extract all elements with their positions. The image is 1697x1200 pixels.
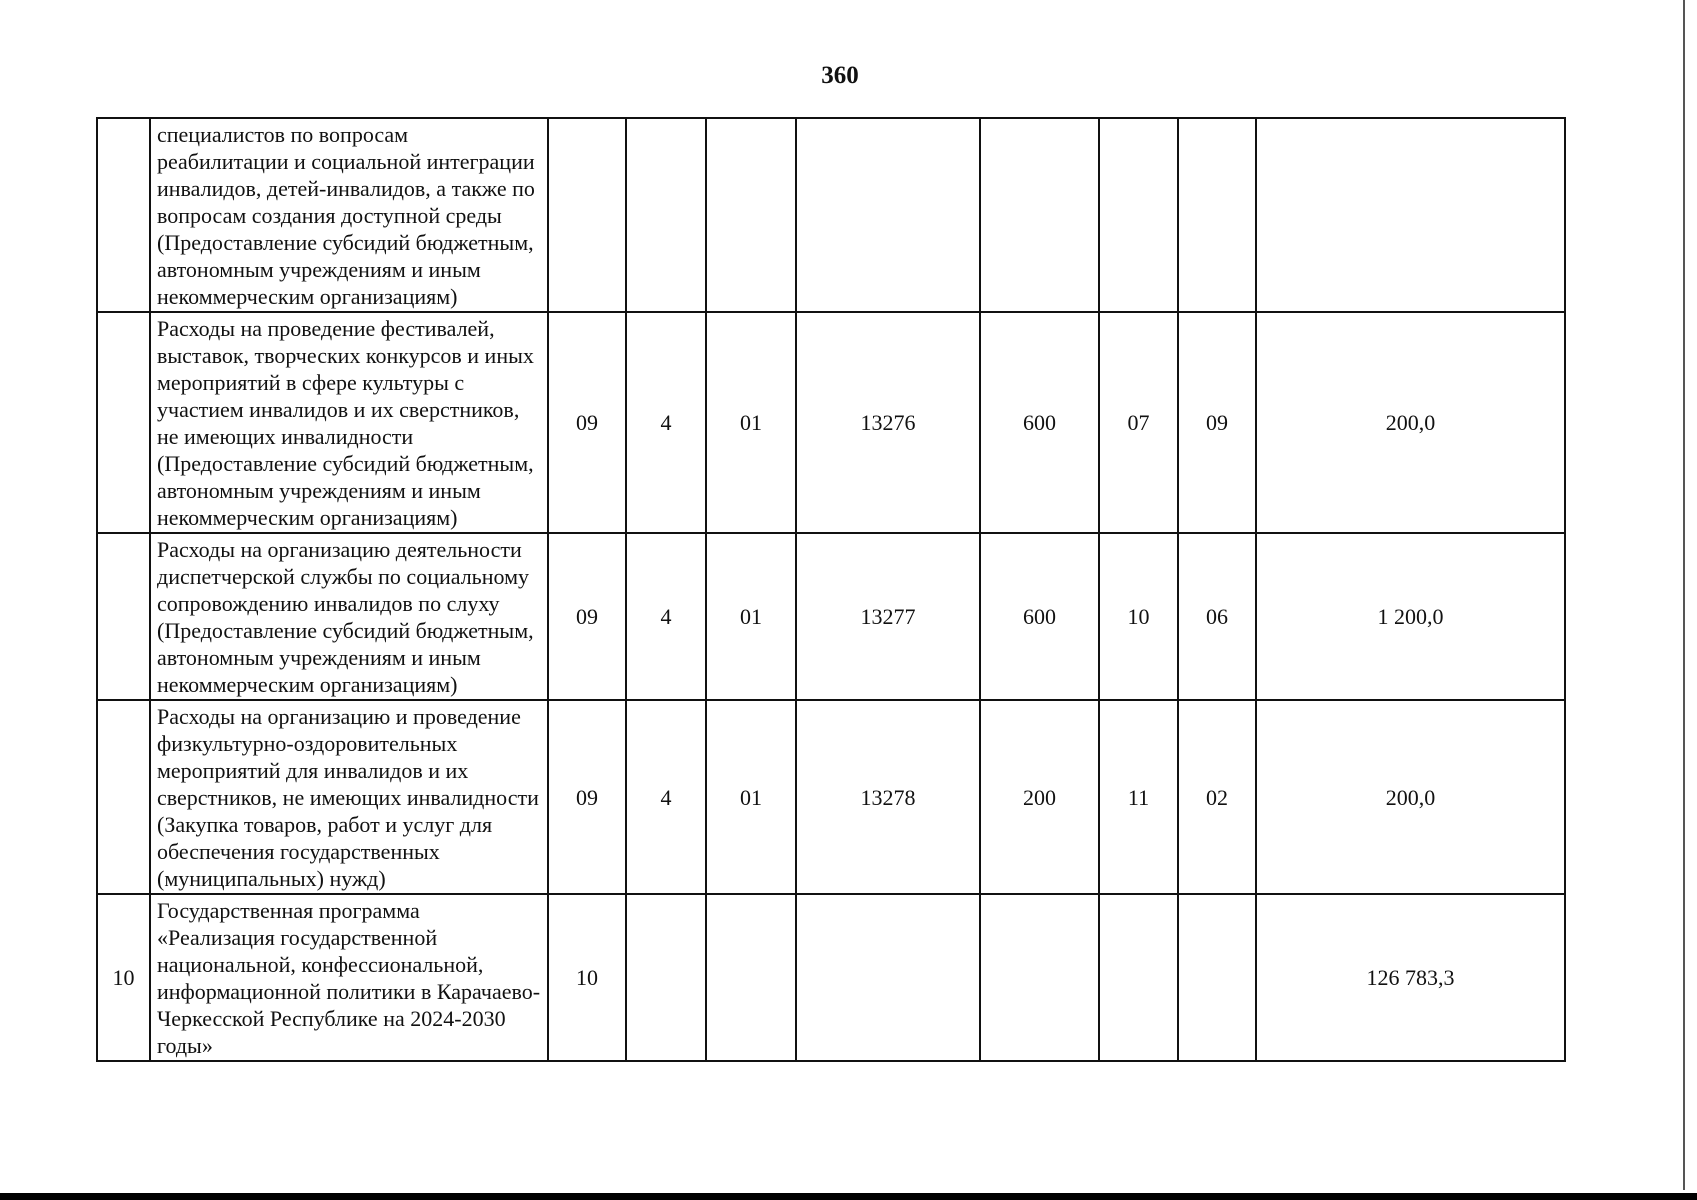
expense-type-cell bbox=[980, 118, 1099, 312]
section-cell: 11 bbox=[1099, 700, 1178, 894]
event-code-cell bbox=[706, 894, 796, 1061]
event-code-cell bbox=[706, 118, 796, 312]
table-row bbox=[97, 894, 1565, 1061]
subprogram-code-cell: 4 bbox=[626, 700, 706, 894]
direction-code-cell: 13278 bbox=[796, 700, 980, 894]
row-number-cell bbox=[97, 312, 150, 533]
description-cell: Расходы на проведение фестивалей, выставок, творческих конкурсов и иных мероприятий в сфере культуры с участием инвалидов и их сверстников, не имеющих инвалидности (Предоставление субсидий бюджетным, автономным учреждениям и иным некоммерческим организациям) bbox=[150, 312, 548, 533]
section-cell bbox=[1099, 894, 1178, 1061]
row-number-cell bbox=[97, 533, 150, 700]
program-code-cell bbox=[548, 118, 626, 312]
direction-code-cell: 13277 bbox=[796, 533, 980, 700]
amount-cell bbox=[1256, 118, 1565, 312]
budget-table bbox=[96, 117, 1566, 1062]
amount-cell: 1 200,0 bbox=[1256, 533, 1565, 700]
table-row bbox=[97, 533, 1565, 700]
subprogram-code-cell: 4 bbox=[626, 312, 706, 533]
description-cell: Расходы на организацию деятельности диспетчерской службы по социальному сопровождению инвалидов по слуху (Предоставление субсидий бюджетным, автономным учреждениям и иным некоммерческим организациям) bbox=[150, 533, 548, 700]
row-number-cell bbox=[97, 700, 150, 894]
amount-cell: 200,0 bbox=[1256, 700, 1565, 894]
subsection-cell bbox=[1178, 894, 1256, 1061]
subsection-cell: 09 bbox=[1178, 312, 1256, 533]
direction-code-cell bbox=[796, 894, 980, 1061]
subsection-cell: 06 bbox=[1178, 533, 1256, 700]
description-cell: специалистов по вопросам реабилитации и социальной интеграции инвалидов, детей-инвалидов, а также по вопросам создания доступной среды (Предоставление субсидий бюджетным, автономным учреждениям и иным некоммерческим организациям) bbox=[150, 118, 548, 312]
subsection-cell: 02 bbox=[1178, 700, 1256, 894]
section-cell: 07 bbox=[1099, 312, 1178, 533]
table-row bbox=[97, 700, 1565, 894]
expense-type-cell: 200 bbox=[980, 700, 1099, 894]
row-number-cell: 10 bbox=[97, 894, 150, 1061]
subsection-cell bbox=[1178, 118, 1256, 312]
scan-edge-line bbox=[1683, 0, 1685, 1190]
row-number-cell bbox=[97, 118, 150, 312]
event-code-cell: 01 bbox=[706, 312, 796, 533]
expense-type-cell bbox=[980, 894, 1099, 1061]
section-cell bbox=[1099, 118, 1178, 312]
expense-type-cell: 600 bbox=[980, 312, 1099, 533]
table-row bbox=[97, 312, 1565, 533]
direction-code-cell: 13276 bbox=[796, 312, 980, 533]
scan-bottom-band bbox=[0, 1193, 1697, 1200]
amount-cell: 126 783,3 bbox=[1256, 894, 1565, 1061]
section-cell: 10 bbox=[1099, 533, 1178, 700]
page-number: 360 bbox=[821, 62, 859, 89]
event-code-cell: 01 bbox=[706, 700, 796, 894]
expense-type-cell: 600 bbox=[980, 533, 1099, 700]
amount-cell: 200,0 bbox=[1256, 312, 1565, 533]
subprogram-code-cell: 4 bbox=[626, 533, 706, 700]
description-cell: Государственная программа «Реализация государственной национальной, конфессиональной, информационной политики в Карачаево-Черкесской Республике на 2024-2030 годы» bbox=[150, 894, 548, 1061]
table-row bbox=[97, 118, 1565, 312]
program-code-cell: 09 bbox=[548, 312, 626, 533]
program-code-cell: 09 bbox=[548, 533, 626, 700]
description-cell: Расходы на организацию и проведение физкультурно-оздоровительных мероприятий для инвалидов и их сверстников, не имеющих инвалидности (Закупка товаров, работ и услуг для обеспечения государственных (муниципальных) нужд) bbox=[150, 700, 548, 894]
direction-code-cell bbox=[796, 118, 980, 312]
program-code-cell: 09 bbox=[548, 700, 626, 894]
subprogram-code-cell bbox=[626, 118, 706, 312]
program-code-cell: 10 bbox=[548, 894, 626, 1061]
subprogram-code-cell bbox=[626, 894, 706, 1061]
event-code-cell: 01 bbox=[706, 533, 796, 700]
